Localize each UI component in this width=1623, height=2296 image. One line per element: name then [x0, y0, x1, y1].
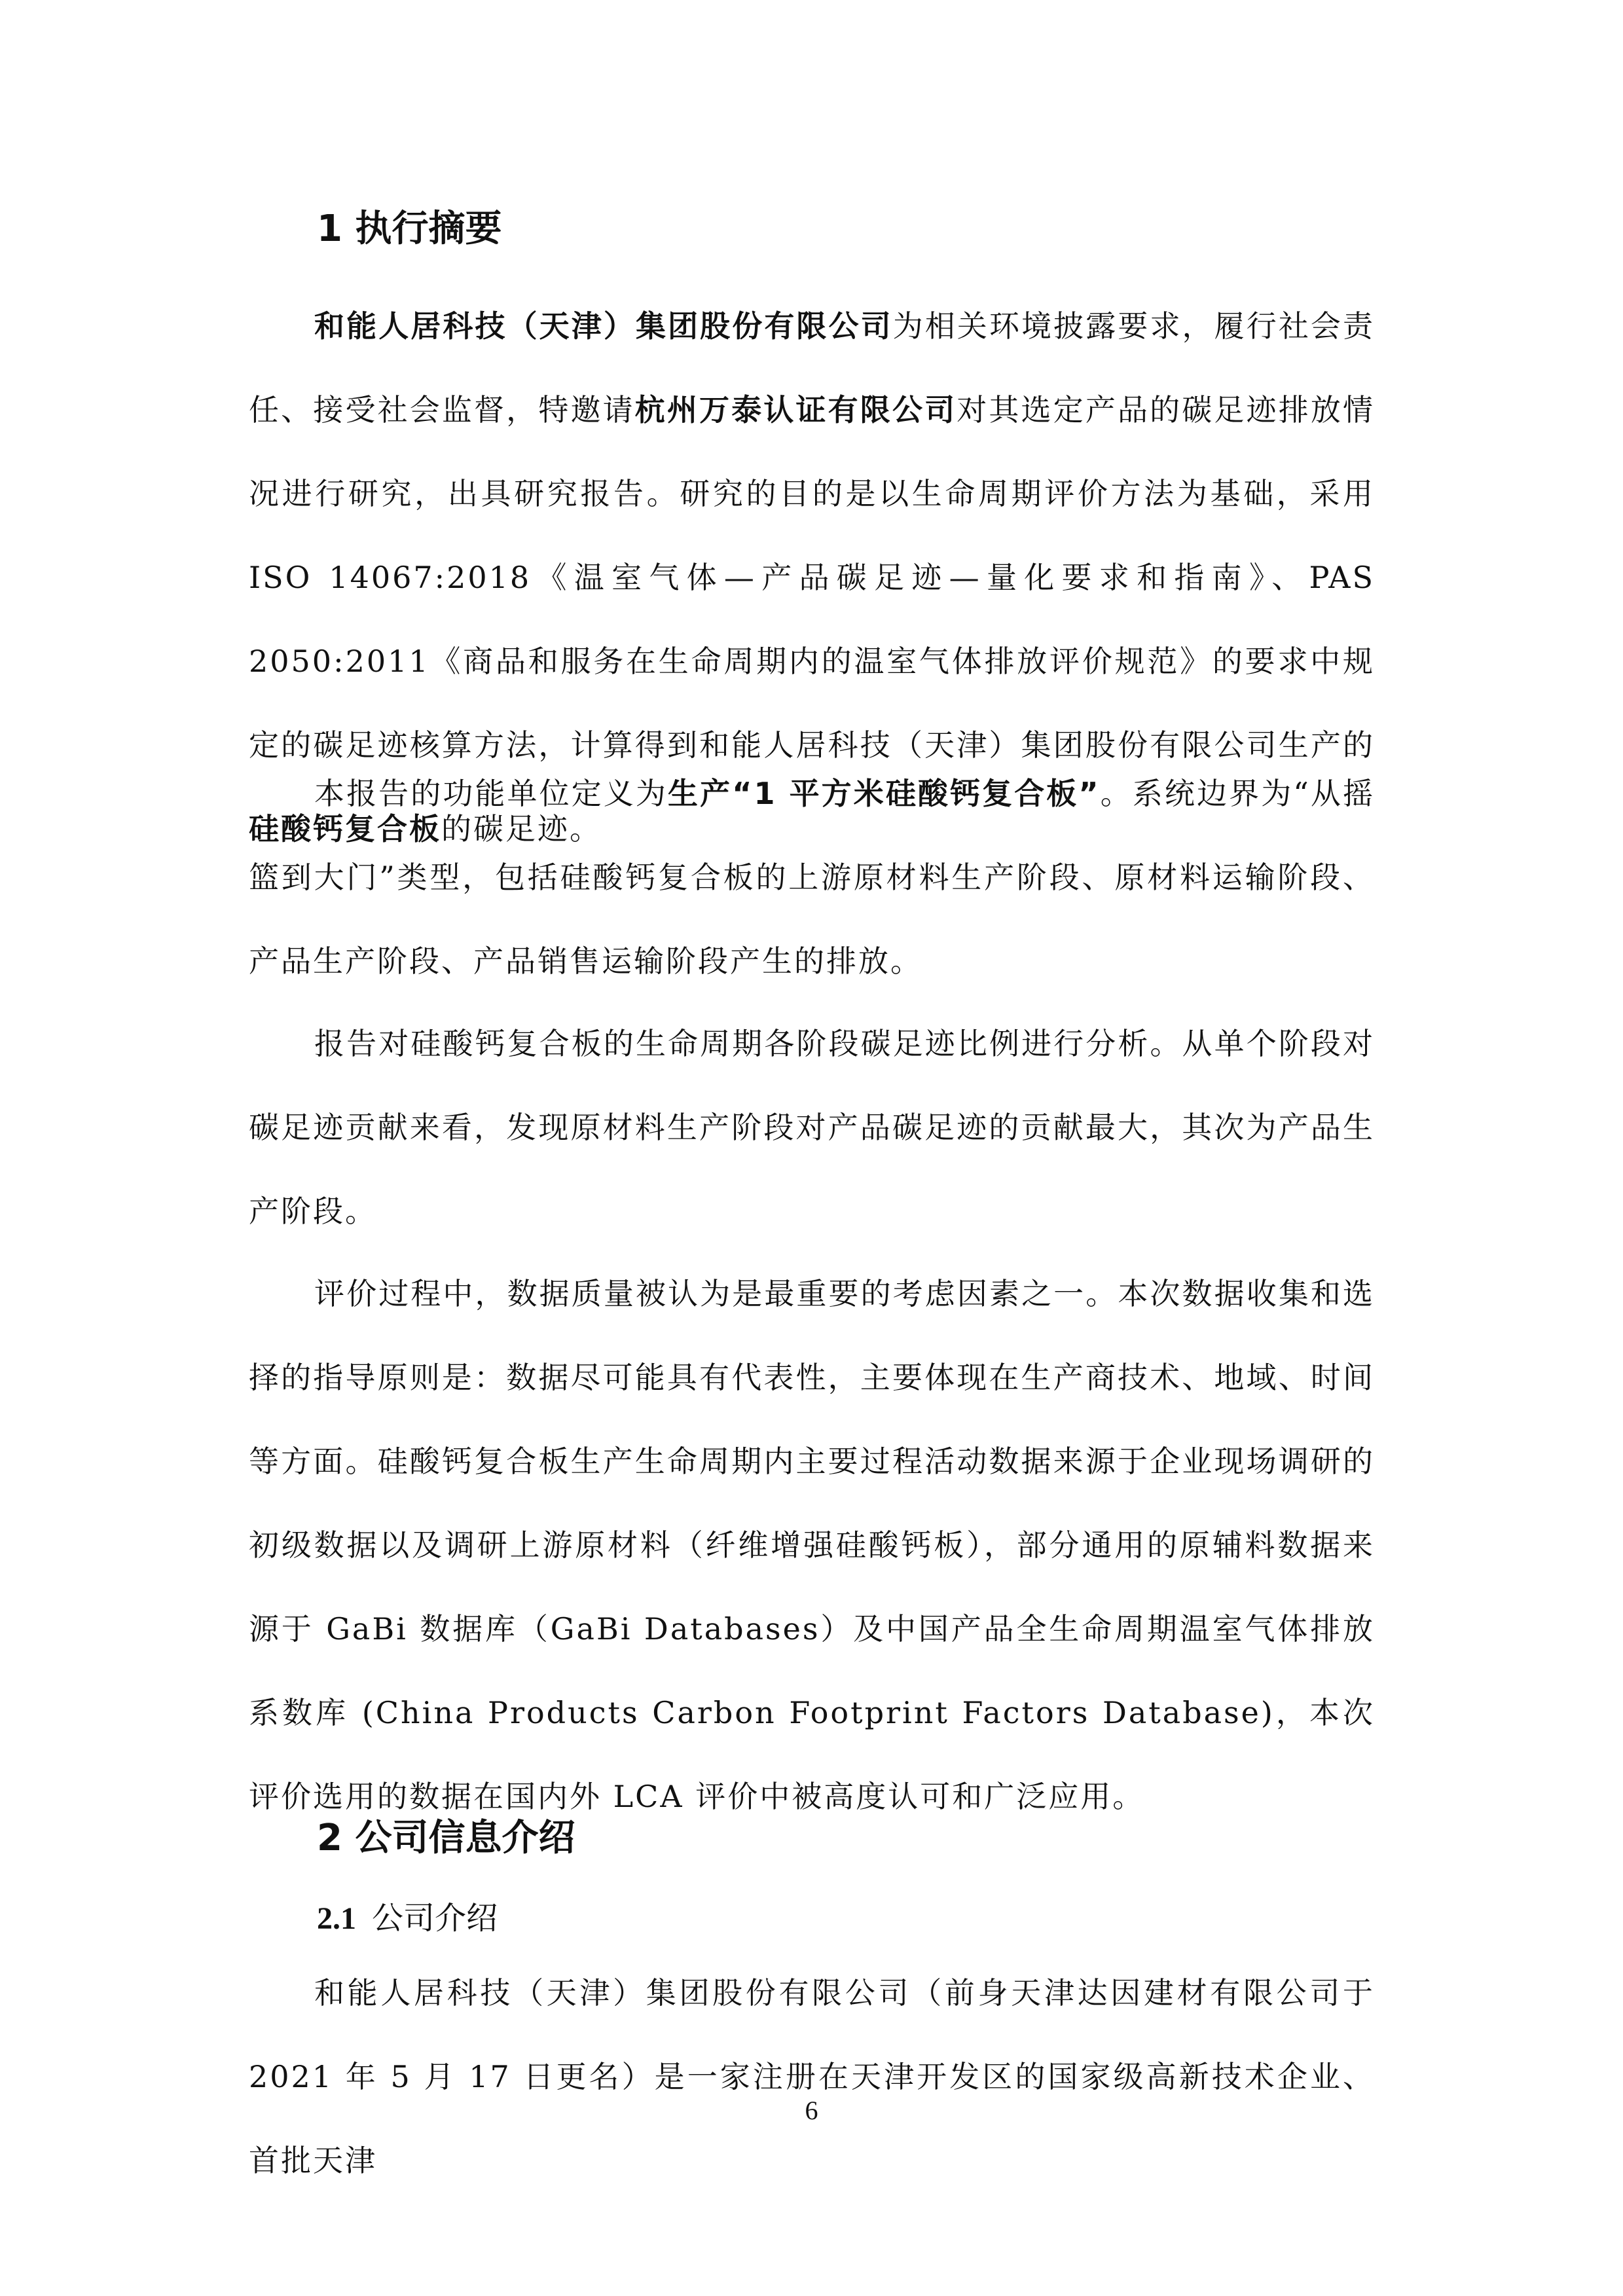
- section-1-heading: 1 执行摘要: [317, 208, 502, 250]
- summary-text: 的碳足迹。: [441, 811, 602, 847]
- certifier-name: 杭州万泰认证有限公司: [634, 392, 957, 428]
- summary-text: 为相关环境披露要求，履行社会责任、接受社会监督，特邀请: [249, 308, 1375, 428]
- product-name: 硅酸钙复合板: [249, 811, 441, 847]
- summary-text: 。系统边界为“从摇篮到大门”类型，包括硅酸钙复合板的上游原材料生产阶段、原材料运输阶段、产品生产阶段、产品销售运输阶段产生的排放。: [249, 776, 1375, 979]
- subsection-number: 2.1: [317, 1901, 356, 1936]
- summary-text: 本报告的功能单位定义为: [314, 776, 668, 811]
- summary-paragraph-4: 评价过程中，数据质量被认为是最重要的考虑因素之一。本次数据收集和选择的指导原则是：数据尽可能具有代表性，主要体现在生产商技术、地域、时间等方面。硅酸钙复合板生产生命周期内主要过程活动数据来源于企业现场调研的初级数据以及调研上游原材料（纤维增强硅酸钙板），部分通用的原辅料数据来源于 GaBi 数据库（GaBi Databases）及中国产品全生命周期温室气体排放系数库 (China Products Carbon Footprint Factors Database)，本次评价选用的数据在国内外 LCA 评价中被高度认可和广泛应用。: [249, 1276, 1375, 1814]
- subsection-2-1-heading: [317, 1899, 498, 1939]
- company-intro-paragraph: 和能人居科技（天津）集团股份有限公司（前身天津达因建材有限公司于 2021 年 5 月 17 日更名）是一家注册在天津开发区的国家级高新技术企业、首批天津: [249, 1975, 1375, 2178]
- section-2-heading: 2 公司信息介绍: [317, 1817, 575, 1859]
- functional-unit: 生产“1 平方米硅酸钙复合板”: [668, 776, 1101, 811]
- subsection-title: 公司介绍: [372, 1900, 498, 1937]
- page-number: 6: [805, 2096, 818, 2125]
- company-name: 和能人居科技（天津）集团股份有限公司: [314, 308, 893, 344]
- summary-paragraph-3: 报告对硅酸钙复合板的生命周期各阶段碳足迹比例进行分析。从单个阶段对碳足迹贡献来看，发现原材料生产阶段对产品碳足迹的贡献最大，其次为产品生产阶段。: [249, 1026, 1375, 1229]
- summary-paragraph-2: [249, 752, 1375, 1003]
- summary-text: 对其选定产品的碳足迹排放情况进行研究，出具研究报告。研究的目的是以生命周期评价方法为基础，采用 ISO 14067:2018《温室气体—产品碳足迹—量化要求和指南》、PAS 2050:2011《商品和服务在生命周期内的温室气体排放评价规范》的要求中规定的碳足迹核算方法，计算得到和能人居科技（天津）集团股份有限公司生产的: [249, 392, 1376, 763]
